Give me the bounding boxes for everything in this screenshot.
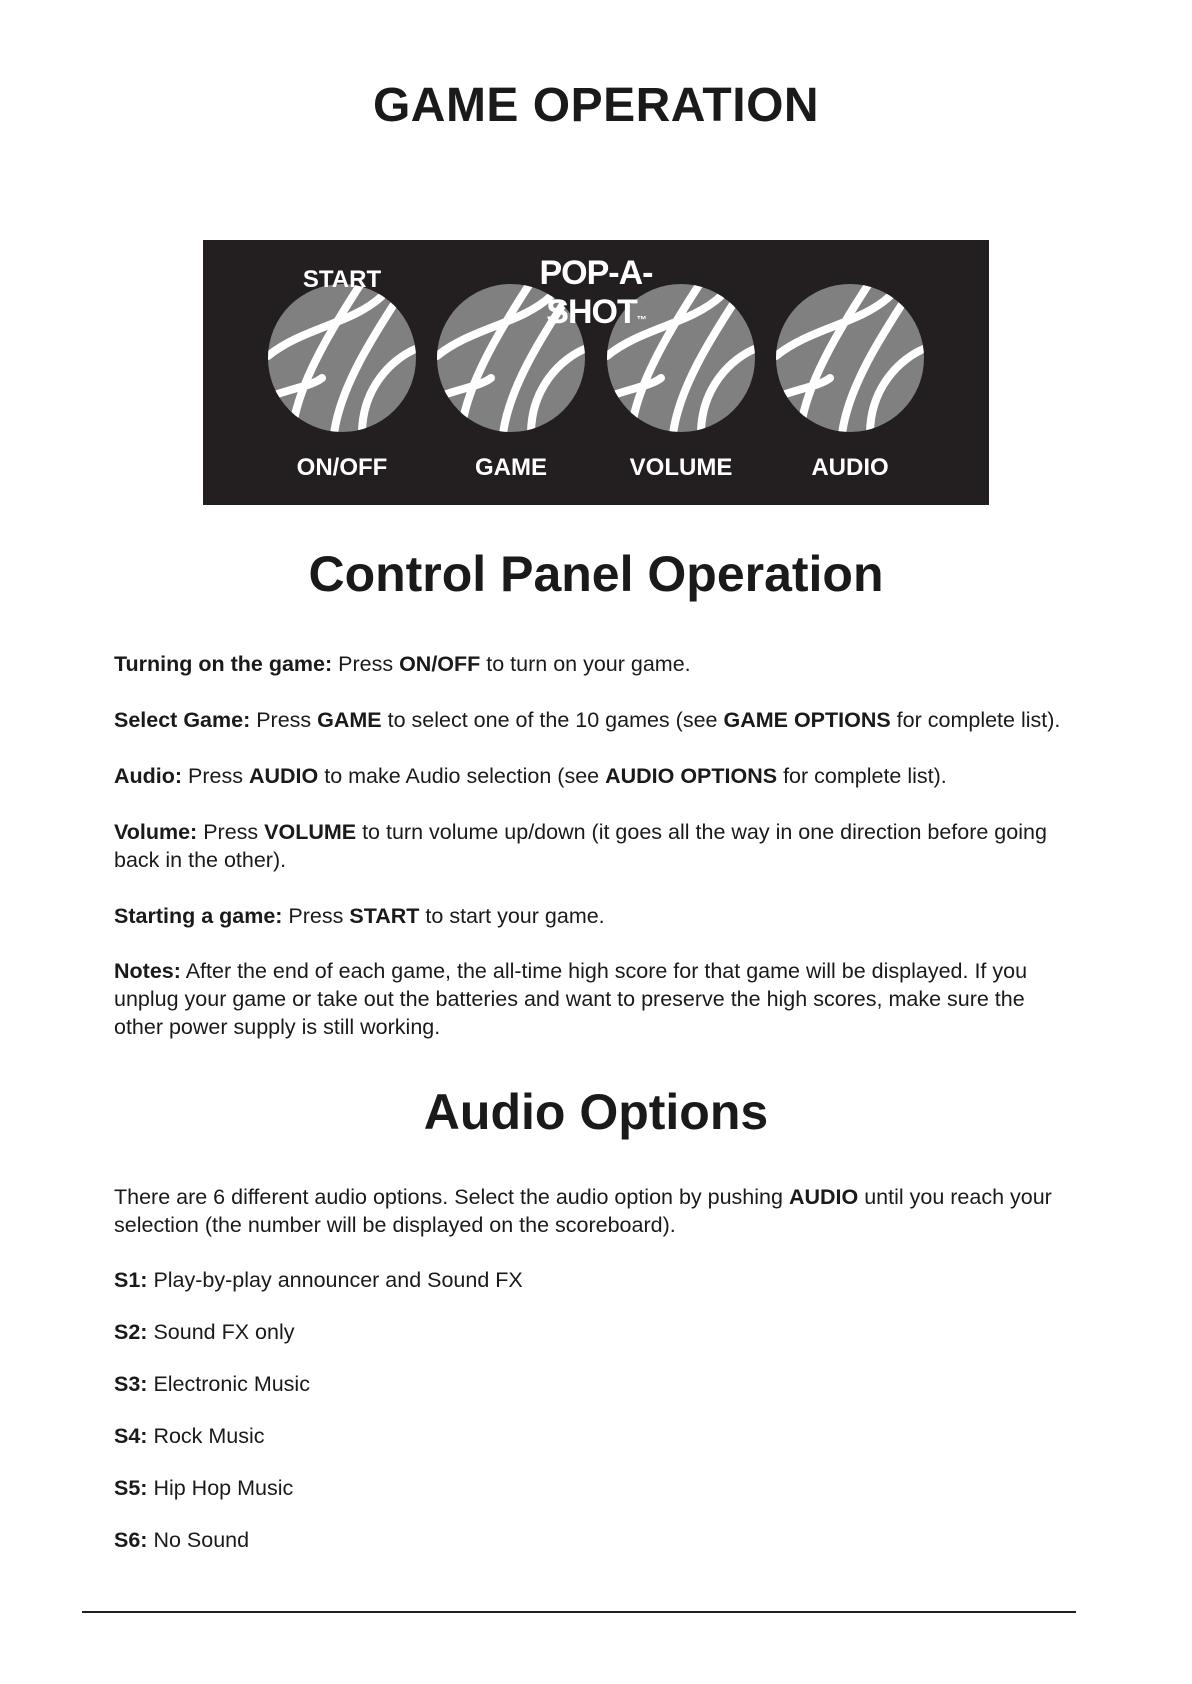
starting-game-paragraph: Starting a game: Press START to start your game. — [114, 904, 605, 928]
notes-paragraph: Notes: After the end of each game, the all-time high score for that game will be displayed. If you unplug your game or take out the batteries and want to preserve the high scores, make sure the other power supply is still working. — [114, 959, 1028, 1039]
turning-on-paragraph: Turning on the game: Press ON/OFF to turn on your game. — [114, 652, 691, 676]
pop-a-shot-logo: POP-A-SHOT™ — [539, 254, 653, 331]
volume-paragraph: Volume: Press VOLUME to turn volume up/down (it goes all the way in one direction before going back in the other). — [114, 820, 1047, 872]
audio-options-intro: There are 6 different audio options. Select the audio option by pushing AUDIO until you reach your selection (the number will be displayed on the scoreboard). — [114, 1185, 1052, 1237]
footer-divider — [82, 1611, 1076, 1613]
control-panel-heading: Control Panel Operation — [308, 546, 884, 602]
control-panel-illustration — [203, 240, 989, 505]
basketball-icon[interactable] — [774, 282, 926, 434]
audio-option-item: S6: No Sound — [114, 1528, 250, 1552]
audio-options-heading: Audio Options — [423, 1084, 769, 1140]
audio-option-item: S3: Electronic Music — [114, 1372, 310, 1396]
basketball-icon[interactable] — [266, 282, 418, 434]
audio-paragraph: Audio: Press AUDIO to make Audio selection (see AUDIO OPTIONS for complete list). — [114, 764, 947, 788]
on-off-button-label: ON/OFF — [296, 454, 388, 481]
audio-option-item: S5: Hip Hop Music — [114, 1476, 294, 1500]
game-button-label: GAME — [475, 454, 547, 481]
audio-option-item: S2: Sound FX only — [114, 1320, 295, 1344]
start-label: START — [302, 266, 382, 293]
volume-button-label: VOLUME — [629, 454, 733, 481]
select-game-paragraph: Select Game: Press GAME to select one of the 10 games (see GAME OPTIONS for complete list). — [114, 708, 1061, 732]
audio-button-label: AUDIO — [811, 454, 889, 481]
audio-option-item: S4: Rock Music — [114, 1424, 265, 1448]
audio-option-item: S1: Play-by-play announcer and Sound FX — [114, 1268, 523, 1292]
page-title: GAME OPERATION — [372, 79, 820, 132]
